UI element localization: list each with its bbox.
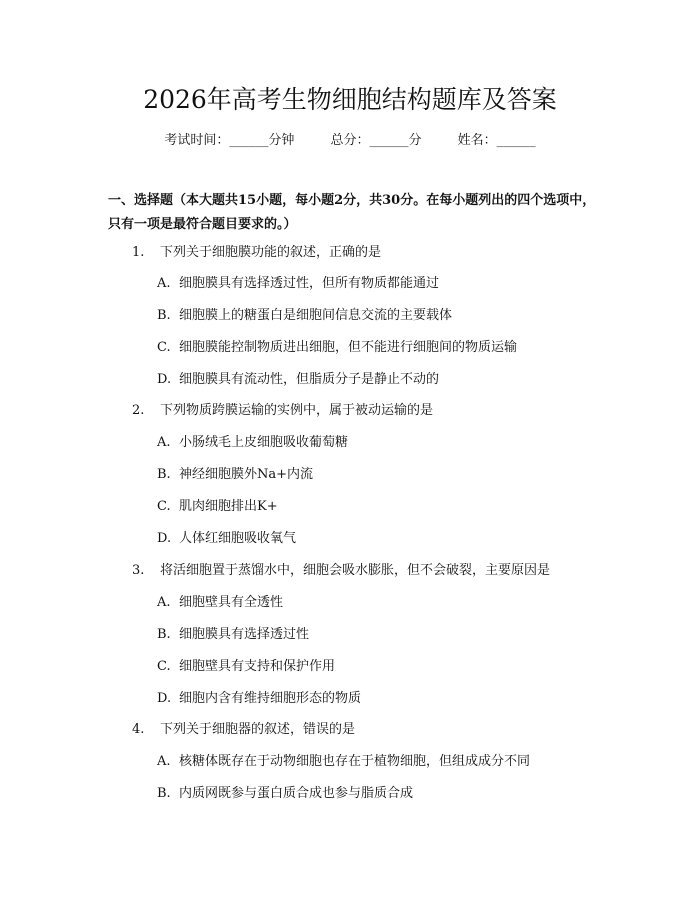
option-text: 神经细胞膜外Na+内流: [179, 467, 314, 482]
option-letter: B.: [157, 308, 171, 323]
question-number: 3.: [132, 563, 145, 578]
option-letter: A.: [157, 754, 171, 769]
question-2-option-a: [157, 433, 348, 453]
option-text: 核糖体既存在于动物细胞也存在于植物细胞，但组成成分不同: [179, 754, 531, 769]
question-2-option-c: [157, 497, 278, 517]
question-1: [132, 243, 381, 263]
question-1-option-d: [157, 370, 439, 390]
option-letter: C.: [157, 340, 171, 355]
option-text: 肌肉细胞排出K+: [179, 499, 278, 514]
question-3: [132, 561, 550, 581]
option-text: 小肠绒毛上皮细胞吸收葡萄糖: [179, 435, 349, 450]
option-text: 细胞膜上的糖蛋白是细胞间信息交流的主要载体: [179, 308, 453, 323]
total-score-field: 总分：______分: [330, 133, 422, 148]
question-3-option-a: [157, 593, 283, 613]
option-letter: B.: [157, 786, 171, 801]
question-text: 下列关于细胞器的叙述，错误的是: [160, 722, 356, 737]
exam-time-field: 考试时间：______分钟: [164, 133, 295, 148]
option-text: 细胞壁具有支持和保护作用: [179, 659, 336, 674]
question-1-option-b: [157, 306, 452, 326]
page-title: 2026年高考生物细胞结构题库及答案: [143, 85, 557, 114]
option-text: 细胞壁具有全透性: [179, 595, 284, 610]
question-3-option-d: [157, 689, 361, 709]
question-2-option-d: [157, 529, 296, 549]
option-text: 人体红细胞吸收氧气: [179, 531, 297, 546]
question-2-option-b: [157, 465, 313, 485]
question-1-option-c: [157, 338, 517, 358]
exam-meta: [0, 131, 700, 151]
option-letter: A.: [157, 435, 171, 450]
section-heading: 一、选择题（本大题共15小题，每小题2分，共30分。在每小题列出的四个选项中，只有一项是最符合题目要求的。）: [108, 193, 596, 232]
question-text: 下列关于细胞膜功能的叙述，正确的是: [160, 245, 382, 260]
option-letter: D.: [157, 372, 172, 387]
option-letter: C.: [157, 659, 171, 674]
question-text: 将活细胞置于蒸馏水中，细胞会吸水膨胀，但不会破裂，主要原因是: [160, 563, 551, 578]
option-text: 细胞膜能控制物质进出细胞，但不能进行细胞间的物质运输: [179, 340, 518, 355]
question-number: 4.: [132, 722, 145, 737]
option-letter: D.: [157, 531, 172, 546]
question-2: [132, 401, 433, 421]
option-text: 细胞内含有维持细胞形态的物质: [179, 691, 362, 706]
question-4-option-a: [157, 752, 530, 772]
option-letter: A.: [157, 595, 171, 610]
option-text: 细胞膜具有选择透过性: [179, 627, 310, 642]
question-4: [132, 720, 355, 740]
question-text: 下列物质跨膜运输的实例中，属于被动运输的是: [160, 403, 434, 418]
option-text: 内质网既参与蛋白质合成也参与脂质合成: [179, 786, 414, 801]
question-number: 1.: [132, 245, 145, 260]
option-text: 细胞膜具有选择透过性，但所有物质都能通过: [179, 276, 440, 291]
student-name-field: 姓名：______: [457, 133, 536, 148]
option-text: 细胞膜具有流动性，但脂质分子是静止不动的: [179, 372, 440, 387]
question-3-option-b: [157, 625, 309, 645]
option-letter: B.: [157, 467, 171, 482]
option-letter: C.: [157, 499, 171, 514]
option-letter: B.: [157, 627, 171, 642]
question-4-option-b: [157, 784, 413, 804]
option-letter: D.: [157, 691, 172, 706]
question-3-option-c: [157, 657, 335, 677]
question-1-option-a: [157, 274, 439, 294]
option-letter: A.: [157, 276, 171, 291]
question-number: 2.: [132, 403, 145, 418]
